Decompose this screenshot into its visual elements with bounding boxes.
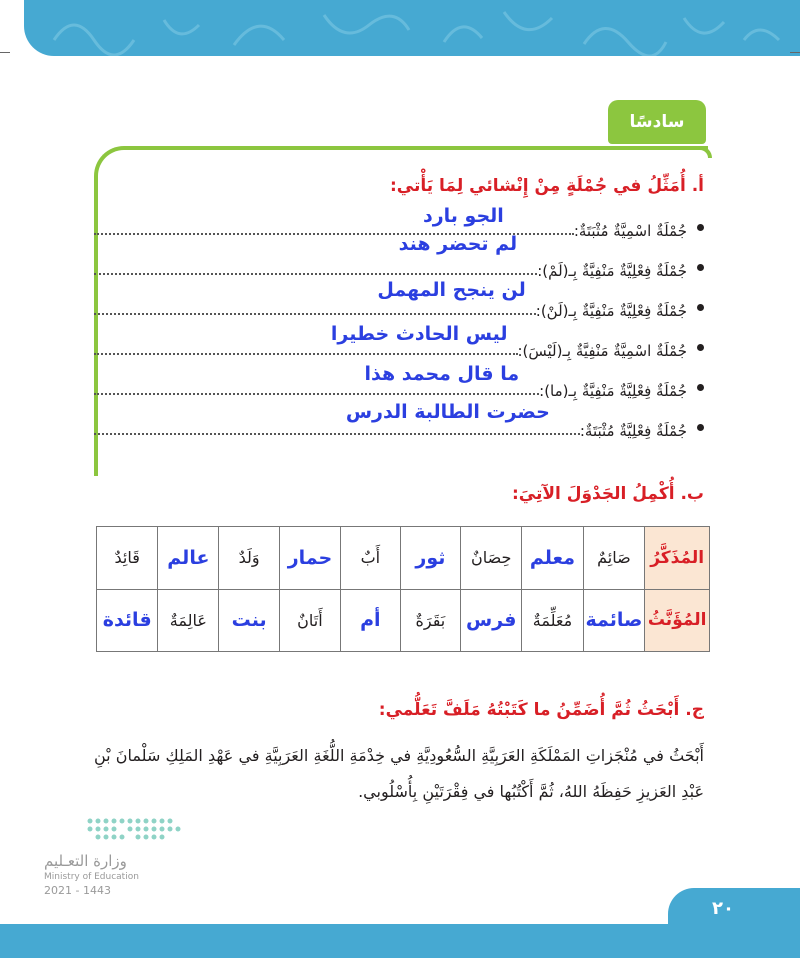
answer-line[interactable]	[94, 363, 539, 395]
gender-table	[96, 526, 710, 652]
bullet-icon	[697, 384, 704, 391]
masculine-header: المُذَكَّرُ	[645, 527, 710, 590]
handwritten-answer: حضرت الطالبة الدرس	[345, 401, 550, 423]
feminine-header: المُؤَنَّثُ	[645, 589, 710, 652]
table-cell: عَالِمَةٌ	[158, 589, 219, 652]
crop-mark	[790, 52, 800, 53]
ministry-name-english: Ministry of Education	[44, 872, 139, 882]
answer-line[interactable]	[94, 401, 580, 435]
answer-line[interactable]	[94, 323, 518, 355]
part-b-heading: ب. أُكْمِلُ الجَدْوَلَ الآتِيَ:	[511, 484, 704, 504]
research-paragraph: أَبْحَثُ في مُنْجَزاتِ المَمْلَكَةِ العَرَبِيَّةِ السُّعُودِيَّةِ في خِدْمَةِ اللُّغَةِ العَرَبِيَّةِ في عَهْدِ المَلِكِ سَلْمانَ بْنِ عَبْدِ العَزيزِ حَفِظَهُ اللهُ، ثُمَّ أَكْتُبُها في فِقْرَتَيْنِ بِأُسْلُوبي.	[94, 746, 704, 801]
bullet-icon	[697, 344, 704, 351]
table-row	[97, 527, 710, 590]
item-label: جُمْلَةٌ اسْمِيَّةٌ مَنْفِيَّةٌ بِـ(لَيْسَ):	[517, 342, 687, 360]
table-cell[interactable]: صائمة	[583, 589, 645, 652]
table-cell: أَتَانٌ	[279, 589, 340, 652]
table-cell: حِصَانٌ	[461, 527, 522, 590]
answer-line[interactable]	[94, 207, 574, 235]
table-cell: قَائِدٌ	[97, 527, 158, 590]
item-label: جُمْلَةٌ فِعْلِيَّةٌ مُثْبَتَةٌ:	[579, 422, 687, 440]
table-cell[interactable]: أم	[340, 589, 400, 652]
bullet-icon	[697, 424, 704, 431]
item-label: جُمْلَةٌ فِعْلِيَّةٌ مَنْفِيَّةٌ بِـ(ما):	[539, 382, 687, 400]
handwritten-answer: لم تحضر هند	[398, 233, 518, 255]
edition-year: 2021 - 1443	[44, 884, 111, 897]
table-cell[interactable]: قائدة	[97, 589, 158, 652]
table-cell: صَائِمٌ	[583, 527, 645, 590]
crop-mark	[0, 52, 10, 53]
item-label: جُمْلَةٌ فِعْلِيَّةٌ مَنْفِيَّةٌ بِـ(لَنْ):	[535, 302, 687, 320]
list-item	[94, 363, 704, 400]
table-cell[interactable]: ثور	[400, 527, 460, 590]
table-row	[97, 589, 710, 652]
table-cell[interactable]: فرس	[461, 589, 522, 652]
list-item	[94, 401, 704, 440]
part-a-heading: أ. أُمَثِّلُ في جُمْلَةٍ مِنْ إِنْشائي لِمَا يَأْتي:	[389, 176, 704, 196]
ministry-logo-icon	[34, 815, 194, 855]
handwritten-answer: ما قال محمد هذا	[364, 363, 520, 385]
handwritten-answer: ليس الحادث خطيرا	[330, 323, 508, 345]
section-tab: سادسًا	[608, 100, 706, 144]
handwritten-answer: لن ينجح المهمل	[377, 279, 526, 301]
bullet-icon	[697, 224, 704, 231]
table-cell[interactable]: حمار	[279, 527, 340, 590]
exercise-frame-corner	[700, 146, 712, 158]
calligraphy-pattern-icon	[24, 0, 800, 56]
answer-line[interactable]	[94, 279, 536, 315]
top-decorative-band	[24, 0, 800, 56]
table-cell: أَبٌ	[340, 527, 400, 590]
table-cell: بَقَرَةٌ	[400, 589, 460, 652]
page-number: ٢٠	[712, 898, 734, 919]
item-label: جُمْلَةٌ اسْمِيَّةٌ مُثْبَتَةٌ:	[573, 222, 687, 240]
handwritten-answer: الجو بارد	[422, 205, 504, 227]
table-cell[interactable]: معلم	[522, 527, 583, 590]
list-item	[94, 323, 704, 360]
table-cell: وَلَدٌ	[219, 527, 280, 590]
answer-line[interactable]	[94, 233, 537, 275]
bullet-icon	[697, 304, 704, 311]
ministry-name-arabic: وزارة التعـليم	[44, 852, 127, 870]
page-number-tab	[668, 888, 800, 936]
list-item	[94, 279, 704, 320]
item-label: جُمْلَةٌ فِعْلِيَّةٌ مَنْفِيَّةٌ بِـ(لَمْ):	[537, 262, 687, 280]
table-cell[interactable]: بنت	[219, 589, 280, 652]
part-c-heading: ج. أَبْحَثُ ثُمَّ أُضَمِّنُ ما كَتَبْتُهُ مَلَفَّ تَعَلُّمي:	[378, 700, 704, 720]
list-item	[94, 233, 704, 280]
table-cell[interactable]: عالم	[158, 527, 219, 590]
table-cell: مُعَلِّمَةٌ	[522, 589, 583, 652]
bullet-icon	[697, 264, 704, 271]
